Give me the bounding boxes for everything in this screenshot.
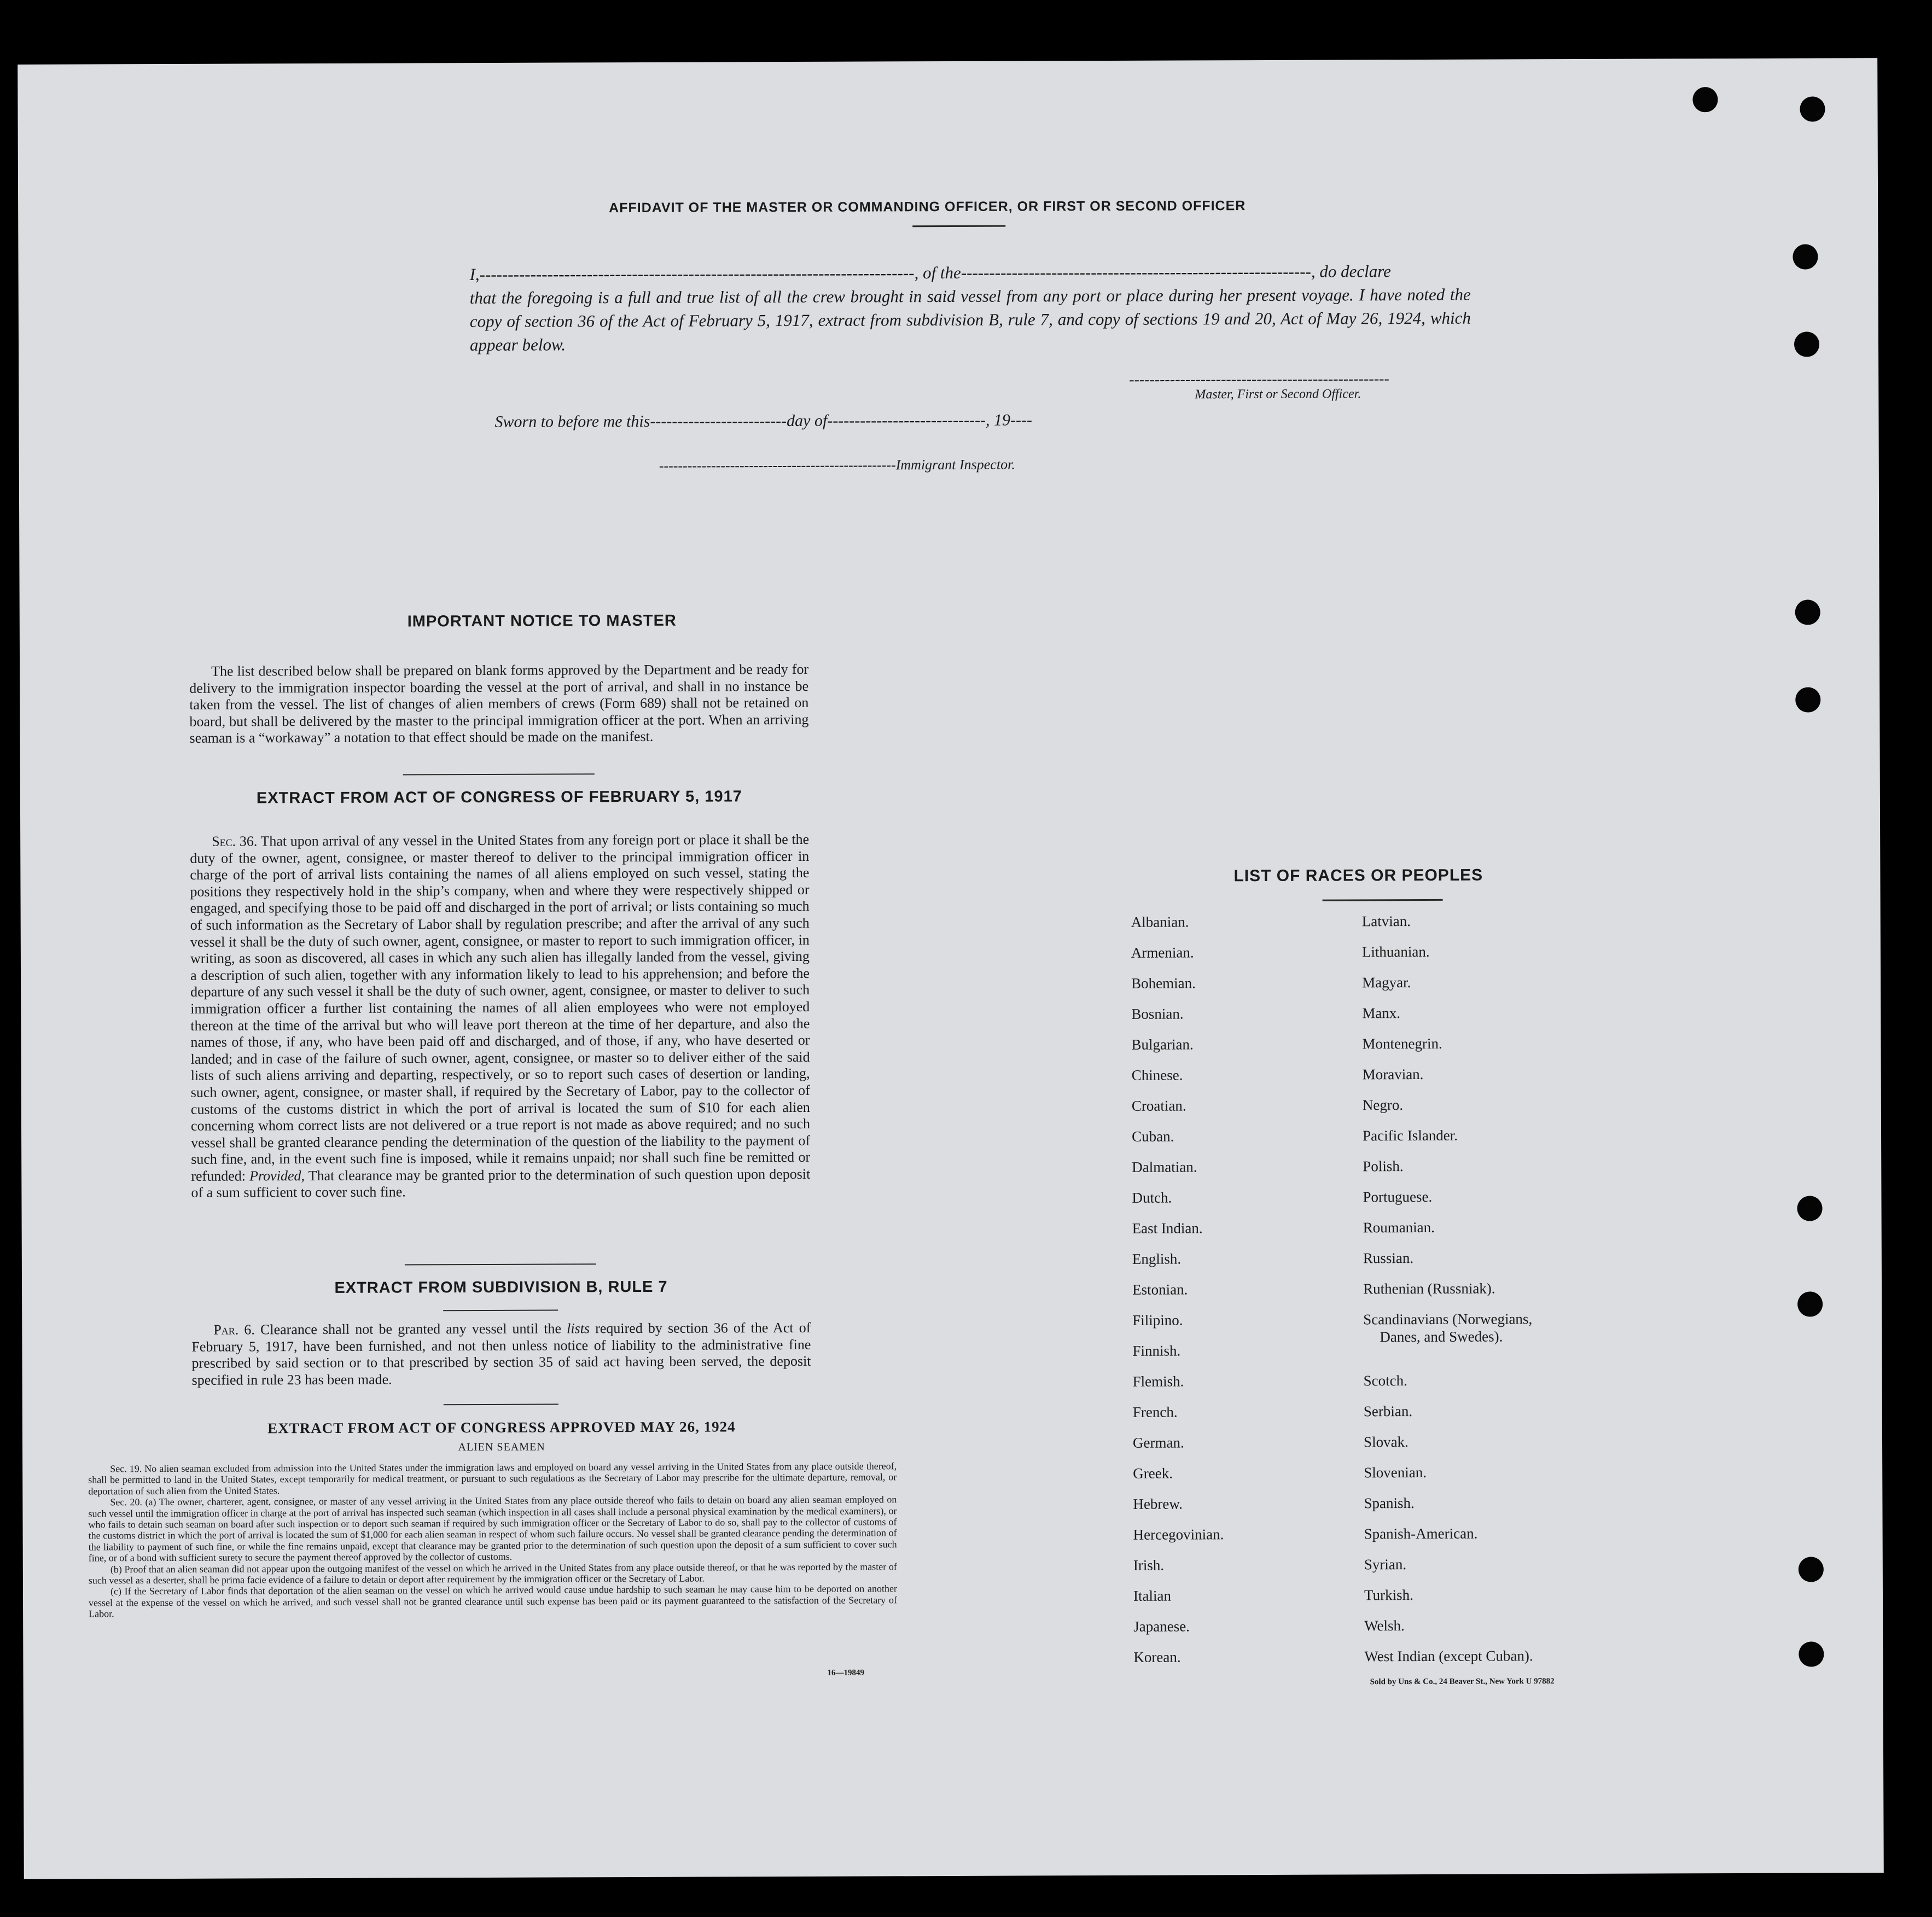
race-item: Ruthenian (Russniak). — [1363, 1280, 1495, 1297]
race-item: Bohemian. — [1131, 975, 1196, 992]
race-item: Moravian. — [1362, 1065, 1424, 1083]
notice-title: IMPORTANT NOTICE TO MASTER — [407, 611, 677, 631]
race-item: Greek. — [1133, 1465, 1173, 1482]
race-item: Pacific Islander. — [1363, 1127, 1458, 1144]
declaration-first-line — [469, 259, 1470, 286]
race-item: Negro. — [1362, 1097, 1404, 1114]
race-item: Magyar. — [1362, 974, 1411, 991]
race-item: Montenegrin. — [1362, 1035, 1442, 1052]
race-item: Dutch. — [1132, 1189, 1172, 1206]
sworn-day-of: day of — [787, 411, 828, 430]
punch-hole — [1797, 1196, 1822, 1221]
race-item: Russian. — [1363, 1250, 1414, 1267]
sworn-year-blank[interactable]: ---- — [1010, 411, 1033, 429]
form-number: 16—19849 — [827, 1668, 865, 1677]
race-item: Chinese. — [1131, 1067, 1183, 1083]
punch-hole — [1794, 331, 1819, 357]
race-item: Scotch. — [1363, 1372, 1407, 1389]
subdivision-rule — [443, 1310, 558, 1312]
sworn-year: , 19 — [985, 411, 1011, 429]
race-item: Bosnian. — [1131, 1005, 1184, 1022]
race-item: Cuban. — [1132, 1128, 1174, 1145]
race-item: Danes, and Swedes). — [1380, 1328, 1503, 1345]
alien-seamen-subtitle: ALIEN SEAMEN — [458, 1441, 545, 1454]
race-item: Portuguese. — [1363, 1188, 1433, 1205]
title-rule — [912, 225, 1005, 228]
race-item: Japanese. — [1133, 1618, 1190, 1635]
punch-hole — [1799, 1641, 1824, 1667]
punch-hole — [1795, 687, 1820, 712]
race-item: Lithuanian. — [1361, 943, 1430, 960]
race-item: Welsh. — [1364, 1617, 1405, 1634]
section-rule — [405, 1263, 596, 1265]
race-item: Manx. — [1362, 1005, 1401, 1022]
punch-hole — [1795, 599, 1820, 625]
form-sheet — [18, 58, 1884, 1879]
race-item: Hercegovinian. — [1133, 1526, 1224, 1543]
vessel-blank[interactable]: -------------------------------------------------------------- — [961, 261, 1311, 282]
declaration-body: that the foregoing is a full and true list of all the crew brought in said vessel from any port or place during her present voyage. I have noted the copy of section 36 of the Act of February 5, 1917, extract from subdivision B, rule 7, and copy of sections 19 and 20, Act of May 26, 1924, which appear below. — [469, 284, 1471, 355]
subdivision-body: Par. 6. Clearance shall not be granted any vessel until the lists required by section 36 of the Act of February 5, 1917, have been furnished, and not then unless notice of liability to the administrative fine prescribed by said section or to that prescribed by section 35 of said act having been served, the deposit specified in rule 23 has been made. — [191, 1319, 811, 1388]
race-item: Spanish-American. — [1364, 1525, 1478, 1542]
extract-1917-title: EXTRACT FROM ACT OF CONGRESS OF FEBRUARY 5, 1917 — [256, 788, 742, 807]
race-item: German. — [1132, 1434, 1184, 1451]
race-item: Hebrew. — [1133, 1495, 1183, 1512]
race-item: Syrian. — [1364, 1556, 1407, 1573]
punch-hole — [1692, 87, 1718, 112]
declaration-do-declare: , do declare — [1311, 261, 1391, 281]
race-item: Spanish. — [1364, 1495, 1415, 1512]
notice-body: The list described below shall be prepared on blank forms approved by the Department and be ready for delivery to the immigration inspector boarding the vessel at the port of arrival, and shall in no instance be taken from the vessel. The list of changes of alien members of crews (Form 689) shall not be retained on board, but shall be delivered by the master to the principal immigration officer at the port. When an arriving seaman is a “workaway” a notation to that effect should be made on the manifest. — [189, 661, 809, 747]
master-signature-line[interactable]: --------------------------------------------------- — [1129, 370, 1389, 388]
race-item: Slovak. — [1363, 1434, 1409, 1450]
par-6-label: Par. 6. — [213, 1321, 255, 1338]
declaration-i: I, — [469, 264, 480, 284]
extract-1924-body — [88, 1460, 897, 1619]
affidavit-declaration — [469, 259, 1471, 357]
race-item: Croatian. — [1131, 1097, 1186, 1114]
sworn-month-blank[interactable]: ----------------------------- — [827, 411, 986, 430]
race-item: Polish. — [1363, 1158, 1404, 1175]
punch-hole — [1793, 244, 1818, 269]
race-item: Serbian. — [1363, 1403, 1413, 1420]
affidavit-title: AFFIDAVIT OF THE MASTER OR COMMANDING OFFICER, OR FIRST OR SECOND OFFICER — [609, 198, 1246, 216]
sworn-line — [494, 411, 1032, 431]
inspector-line — [659, 457, 1015, 474]
inspector-label: Immigrant Inspector. — [895, 456, 1015, 473]
race-item: Albanian. — [1131, 913, 1189, 930]
sec-19: Sec. 19. No alien seaman excluded from admission into the United States under the immigration laws and employed on board any vessel arriving in the United States from any place outside thereof, shall be permitted to land in the United States, except temporarily for medical treatment, or pursuant to such regulations as the Secretary of Labor may prescribe for the ultimate departure, removal, or deportation of such alien from the United States. — [88, 1460, 897, 1497]
race-item: West Indian (except Cuban). — [1364, 1647, 1533, 1665]
race-item: Turkish. — [1364, 1587, 1413, 1604]
sworn-day-blank[interactable]: ------------------------- — [650, 412, 787, 430]
printer-credit: Sold by Uns & Co., 24 Beaver St., New York U 97882 — [1370, 1677, 1555, 1687]
race-item: Latvian. — [1361, 913, 1411, 930]
section-rule — [403, 773, 595, 775]
sec-36-label: Sec. 36. — [212, 833, 258, 849]
race-item: Bulgarian. — [1131, 1036, 1194, 1053]
race-item: Slovenian. — [1364, 1464, 1427, 1481]
race-item: Dalmatian. — [1132, 1158, 1197, 1175]
races-rule — [1323, 899, 1443, 901]
sec-20a: Sec. 20. (a) The owner, charterer, agent, consignee, or master of any vessel arriving in the United States from any place outside thereof who fails to detain on board any alien seaman employed on such vessel until the immigration officer in charge at the port of arrival has inspected such seaman (which inspection in all cases shall include a personal physical examination by the medical examiners), or who fails to detain such seaman on board after such inspection or to deport such seaman if required by such immigration officer or the Secretary of Labor to do so, shall pay to the collector of customs of the customs district in which the port of arrival is located the sum of $1,000 for each alien seaman in respect of whom such failure occurs. No vessel shall be granted clearance pending the determination of the liability to payment of such fine, or while the fine remains unpaid, except that clearance may be granted prior to the determination of such question upon the deposit of a sum sufficient to cover such fine, or of a bond with sufficient surety to secure the payment thereof approved by the collector of customs. — [88, 1494, 897, 1564]
declaration-of-the: , of the — [914, 263, 961, 283]
race-item: Italian — [1133, 1587, 1172, 1604]
punch-hole — [1800, 96, 1825, 121]
section-rule — [444, 1404, 558, 1406]
race-item: Korean. — [1133, 1648, 1181, 1665]
sworn-text: Sworn to before me this — [494, 412, 650, 431]
race-item: Irish. — [1133, 1557, 1165, 1574]
punch-hole — [1799, 1557, 1824, 1582]
master-label: Master, First or Second Officer. — [1195, 387, 1361, 402]
subdivision-title: EXTRACT FROM SUBDIVISION B, RULE 7 — [334, 1278, 668, 1297]
race-item: Finnish. — [1132, 1342, 1181, 1359]
sec-20b: (b) Proof that an alien seaman did not appear upon the outgoing manifest of the vessel on which he arrived in the United States from any place outside thereof, or that he was reported by the master of such vessel as a deserter, shall be prima facie evidence of a failure to detain or deport after requirement by the immigration officer or the Secretary of Labor. — [88, 1561, 897, 1586]
extract-1917-body: Sec. 36. That upon arrival of any vessel in the United States from any foreign port or place it shall be the duty of the owner, agent, consignee, or master thereof to deliver to the principal immigration officer in charge of the port of arrival lists containing the names of all aliens employed on such vessel, stating the positions they respectively hold in the ship’s company, when and where they were respectively shipped or engaged, and specifying those to be paid off and discharged in the port of arrival; or lists containing so much of such information as the Secretary of Labor shall by regulation prescribe; and after the arrival of any such vessel it shall be the duty of such owner, agent, consignee, or master to report to such immigration officer, in writing, as soon as discovered, all cases in which any such alien has illegally landed from the vessel, giving a description of such alien, together with any information likely to lead to his apprehension; and before the departure of any such vessel it shall be the duty of such owner, agent, consignee, or master to deliver to such immigration officer a further list containing the names of all alien employees who were not employed thereon at the time of the arrival but who will leave port thereon at the time of her departure, and also the names of those, if any, who have been paid off and discharged, and of those, if any, who have deserted or landed; and in case of the failure of such owner, agent, consignee, or master so to deliver either of the said lists of such aliens arriving and departing, respectively, or so to report such cases of desertion or landing, such owner, agent, consignee, or master shall, if required by the Secretary of Labor, pay to the collector of customs of the customs district in which the port of arrival is located the sum of $10 for each alien concerning whom correct lists are not delivered or a true report is not made as above required; and no such vessel shall be granted clearance pending the determination of the question of the liability to the payment of such fine, and, in the event such fine is imposed, while it remains unpaid; nor shall such fine be remitted or refunded: Provided, That clearance may be granted prior to the determination of such question upon deposit of a sum sufficient to cover such fine. — [190, 831, 811, 1201]
race-item: Filipino. — [1132, 1312, 1183, 1329]
sec-20c: (c) If the Secretary of Labor finds that deportation of the alien seaman on the vessel on which he arrived would cause undue hardship to such seaman he may cause him to be deported on another vessel at the expense of the vessel on which he arrived, and such vessel shall not be granted clearance until such expense has been paid or its payment guaranteed to the satisfaction of the Secretary of Labor. — [89, 1583, 898, 1619]
race-item: East Indian. — [1132, 1220, 1203, 1237]
race-item: Armenian. — [1131, 944, 1194, 961]
race-item: Flemish. — [1132, 1373, 1184, 1390]
race-item: English. — [1132, 1250, 1182, 1267]
race-item: Estonian. — [1132, 1281, 1188, 1298]
race-item: French. — [1132, 1403, 1178, 1420]
punch-hole — [1797, 1291, 1823, 1316]
race-item: Roumanian. — [1363, 1219, 1435, 1236]
extract-1924-title: EXTRACT FROM ACT OF CONGRESS APPROVED MAY 26, 1924 — [267, 1418, 736, 1437]
inspector-signature-blank[interactable]: -------------------------------------------------- — [659, 457, 896, 474]
name-blank[interactable]: ----------------------------------------------------------------------------- — [479, 263, 915, 284]
race-item: Scandinavians (Norwegians, — [1363, 1310, 1533, 1328]
races-title: LIST OF RACES OR PEOPLES — [1233, 866, 1483, 885]
